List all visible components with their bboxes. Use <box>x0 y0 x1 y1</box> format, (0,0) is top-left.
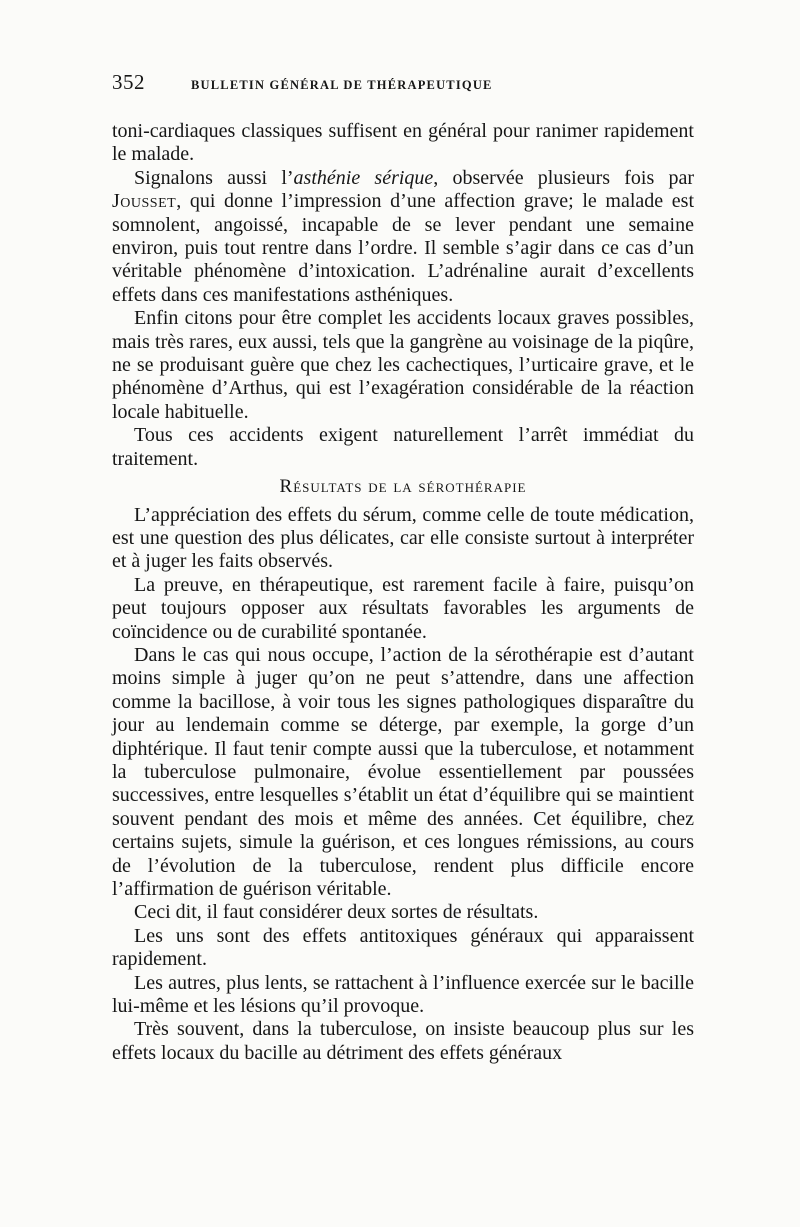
paragraph-cas: Dans le cas qui nous occupe, l’action de la sérothérapie est d’autant moins simple à juger qu’on ne peut s’attendre, dans une affection comme la bacillose, à voir tous les signes pathologiques disparaître du jour au lendemain comme se déterge, par exemple, la gorge d’un diphtérique. Il faut tenir compte aussi que la tuberculose, et notamment la tuberculose pulmonaire, évolue essentiellement par poussées successives, entre lesquelles s’établit un état d’équilibre qui se maintient souvent pendant des mois et même des années. Cet équilibre, chez certains sujets, simule la guérison, et ces longues rémissions, au cours de l’évolution de la tuberculose, rendent plus difficile encore l’affirmation de guérison véritable. <box>112 643 694 900</box>
paragraph-les-uns: Les uns sont des effets antitoxiques généraux qui apparaissent rapidement. <box>112 924 694 971</box>
italic-term: asthénie sérique <box>293 166 434 189</box>
author-name: Jousset <box>112 190 177 213</box>
paragraph-accidents-locaux: Enfin citons pour être complet les accidents locaux graves possibles, mais très rares, eux aussi, tels que la gangrène au voisinage de la piqûre, ne se produisant guère que chez les cachectiques, l’urticaire grave, et le phénomène d’Arthus, qui est l’exagération considérable de la réaction locale habituelle. <box>112 307 694 423</box>
paragraph-arret-traitement: Tous ces accidents exigent naturellement l’arrêt immédiat du traitement. <box>112 424 694 470</box>
paragraph-appreciation: L’appréciation des effets du sérum, comme celle de toute médication, est une question des plus délicates, car elle consiste surtout à interpréter et à juger les faits observés. <box>112 503 694 573</box>
running-head: BULLETIN GÉNÉRAL DE THÉRAPEUTIQUE <box>191 78 493 92</box>
section-heading: Résultats de la sérothérapie <box>279 476 527 498</box>
page-header <box>112 70 694 106</box>
paragraph-les-autres: Les autres, plus lents, se rattachent à l’influence exercée sur le bacille lui-même et les lésions qu’il provoque. <box>112 971 694 1018</box>
paragraph-continuation: toni-cardiaques classiques suffisent en général pour ranimer rapidement le malade. <box>112 120 694 166</box>
page-number: 352 <box>112 70 145 94</box>
text-run: , qui donne l’impression d’une affection grave; le malade est somnolent, angoissé, incapable de se lever pendant une semaine environ, puis tout rentre dans l’ordre. Il semble s’agir dans ce cas d’un véritable phénomène d’intoxication. L’adrénaline aurait d’excellents effets dans ces manifestations asthéniques. <box>112 190 694 306</box>
paragraph-preuve: La preuve, en thérapeutique, est rarement facile à faire, puisqu’on peut toujours opposer aux résultats favorables les arguments de coïncidence ou de curabilité spontanée. <box>112 573 694 643</box>
paragraph-tres-souvent: Très souvent, dans la tuberculose, on insiste beaucoup plus sur les effets locaux du bacille au détriment des effets généraux <box>112 1018 694 1064</box>
paragraph-asthenie <box>112 167 694 307</box>
text-run: , observée plusieurs fois par <box>433 166 694 189</box>
paragraph-deux-sortes: Ceci dit, il faut considérer deux sortes de résultats. <box>134 901 539 924</box>
body-text <box>112 120 694 1065</box>
text-run: Signalons aussi l’ <box>134 166 294 189</box>
